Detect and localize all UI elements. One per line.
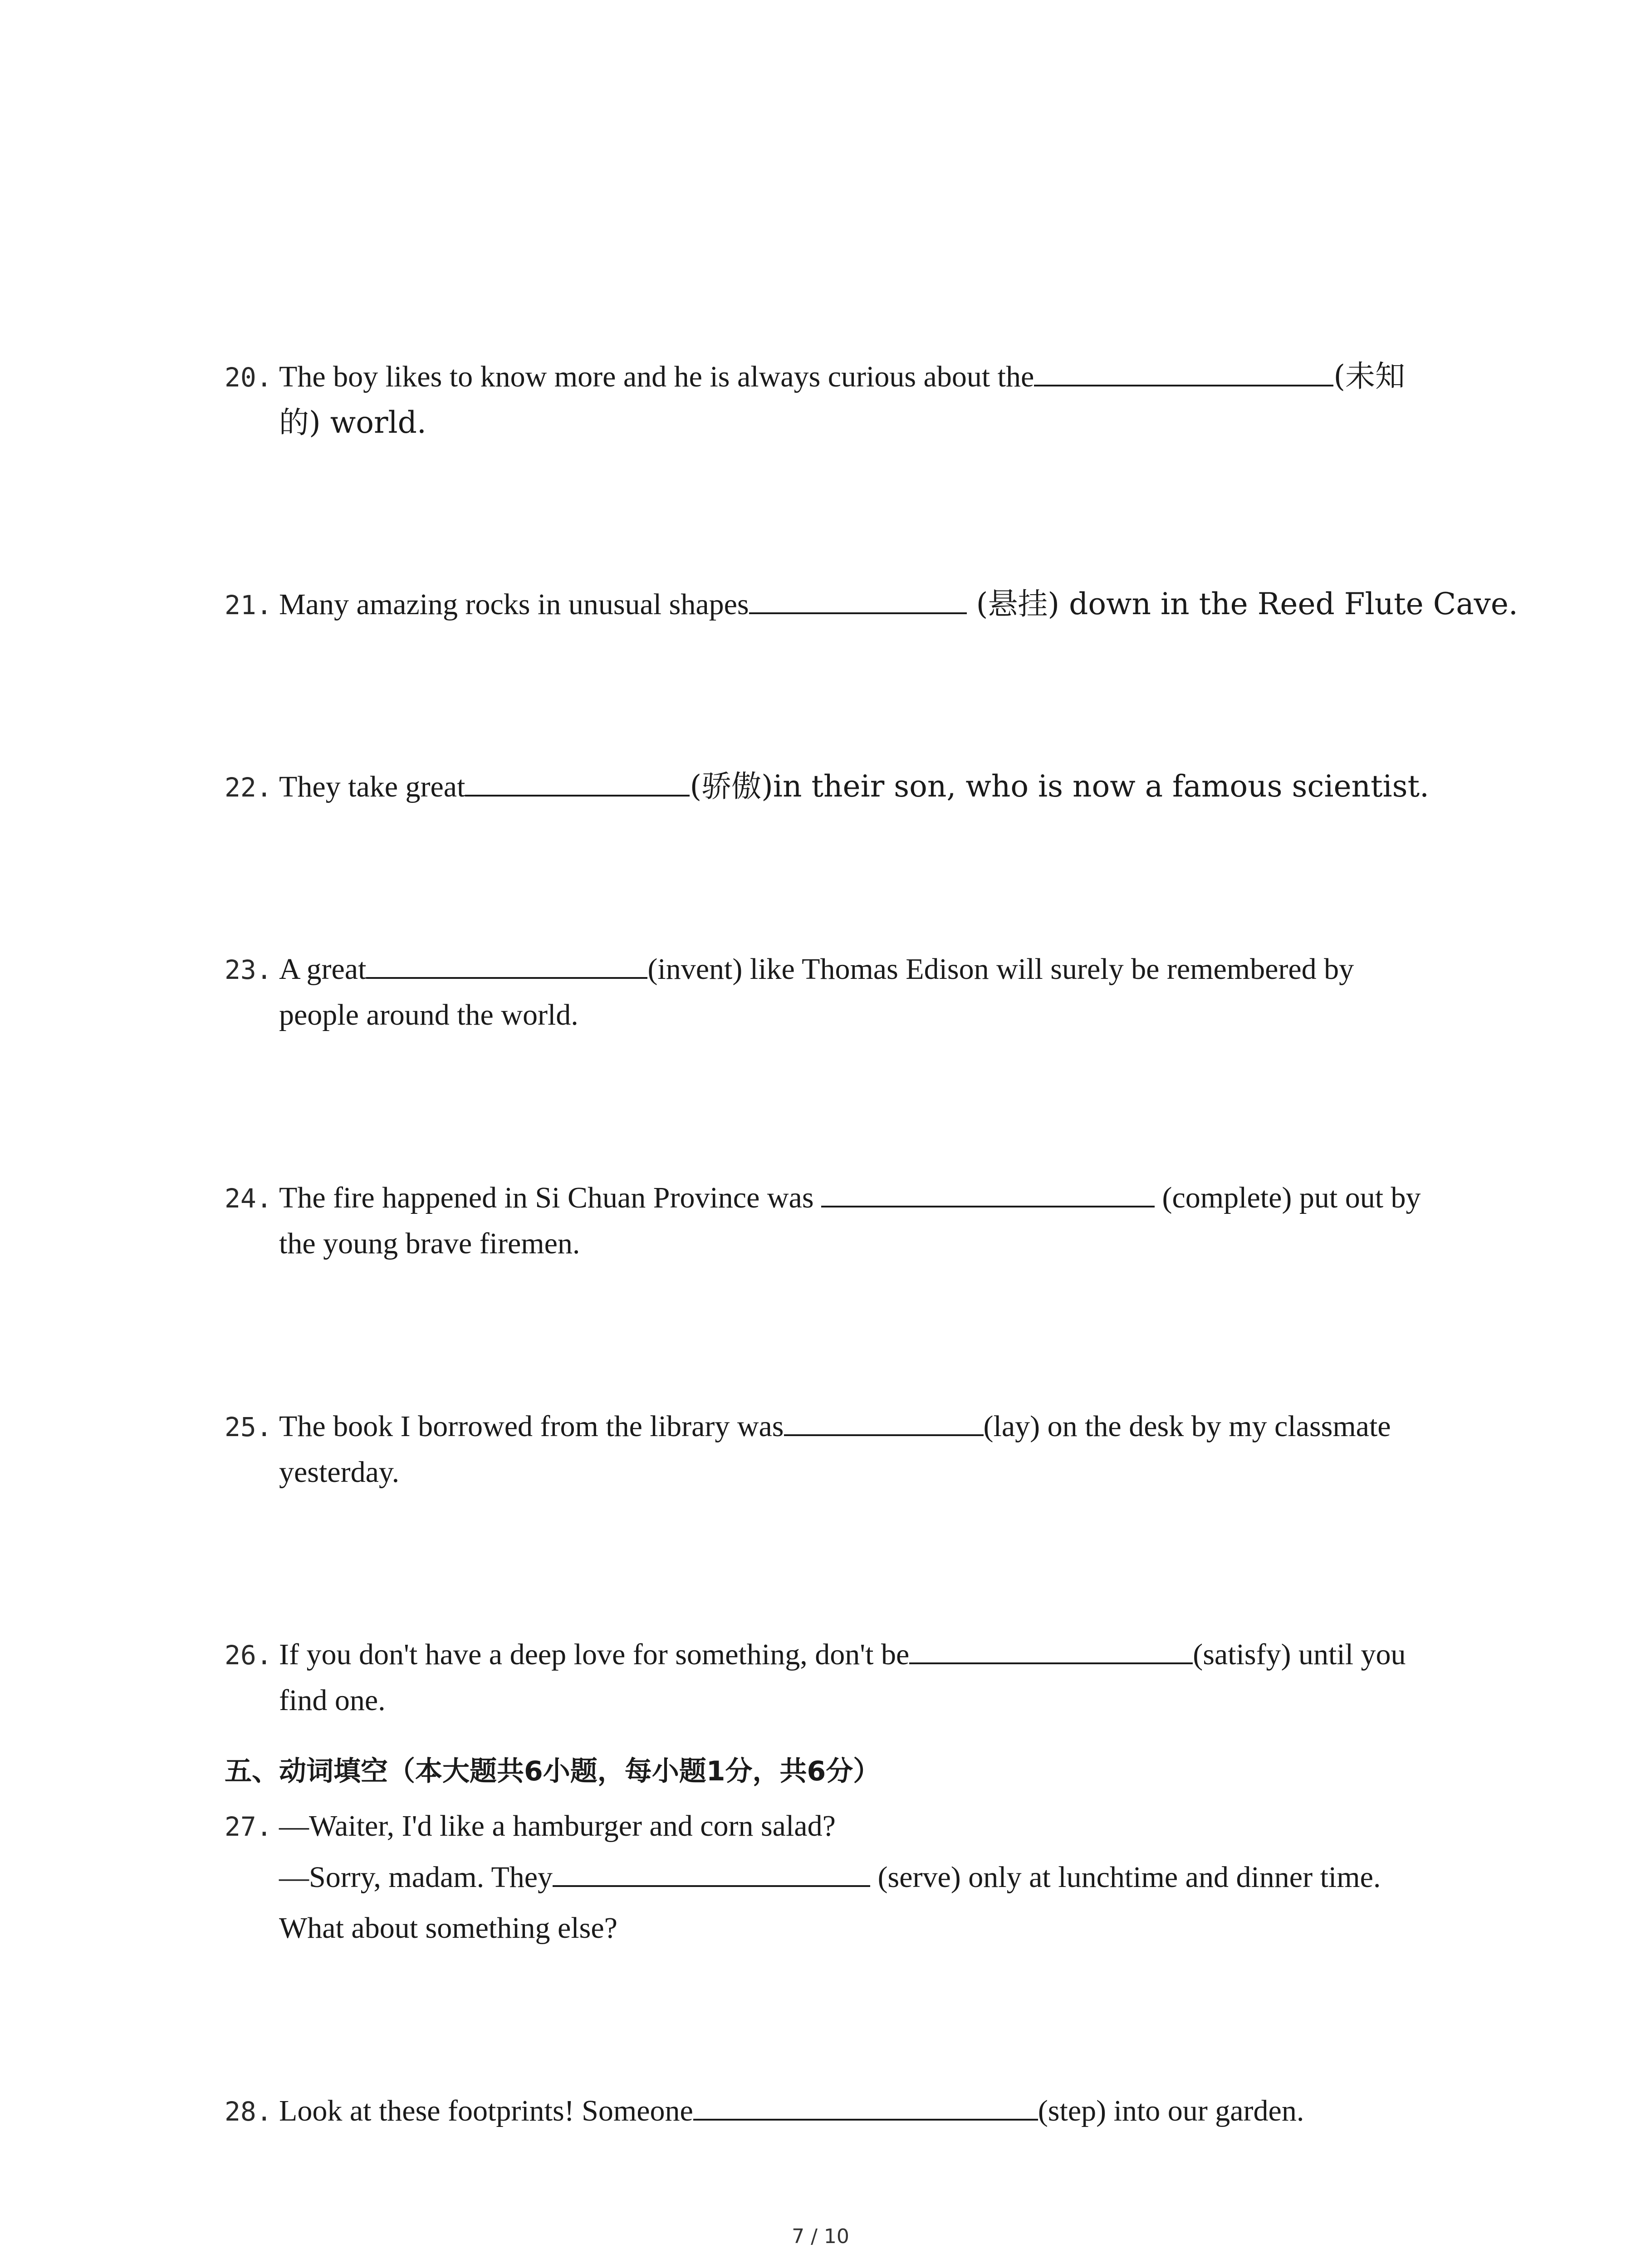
question-21	[225, 582, 1518, 628]
question-22	[225, 764, 1450, 810]
answer-blank[interactable]	[366, 950, 647, 979]
question-line	[225, 2088, 1450, 2134]
question-hint: (invent) like Thomas Edison will surely be remembered by	[647, 953, 1354, 986]
question-text: A great	[279, 953, 367, 986]
question-hint: (lay) on the desk by my classmate	[983, 1410, 1391, 1443]
question-hint: (未知	[1333, 359, 1406, 394]
question-line	[225, 1852, 1450, 1903]
answer-blank[interactable]	[909, 1635, 1193, 1664]
question-line	[225, 992, 1450, 1038]
question-text: 的) world.	[279, 405, 426, 440]
question-line	[225, 354, 1450, 400]
question-text: find one.	[279, 1684, 386, 1717]
question-hint: (serve) only at lunchtime and dinner time.	[870, 1861, 1381, 1894]
question-line	[225, 1801, 1450, 1852]
question-hint: (satisfy) until you	[1193, 1638, 1406, 1671]
question-line	[225, 1903, 1450, 1954]
answer-blank[interactable]	[693, 2092, 1038, 2121]
question-text: Look at these footprints! Someone	[279, 2094, 693, 2127]
question-hint: (骄傲)in their son, who is now a famous scientist.	[690, 769, 1430, 804]
question-28	[225, 2088, 1450, 2134]
question-25	[225, 1404, 1450, 1495]
question-text: The book I borrowed from the library was	[279, 1410, 784, 1443]
answer-blank[interactable]	[821, 1178, 1155, 1207]
question-text: Many amazing rocks in unusual shapes	[279, 588, 749, 621]
question-hint: (悬挂) down in the Reed Flute Cave.	[966, 587, 1518, 621]
question-text: people around the world.	[279, 998, 578, 1031]
answer-blank[interactable]	[784, 1407, 984, 1436]
question-24	[225, 1175, 1450, 1266]
question-line	[225, 1221, 1450, 1266]
question-text: What about something else?	[279, 1911, 617, 1945]
question-number: 23.	[225, 954, 272, 985]
question-text: —Waiter, I'd like a hamburger and corn salad?	[279, 1809, 836, 1843]
answer-blank[interactable]	[465, 767, 690, 797]
question-number: 25.	[225, 1412, 272, 1442]
question-26	[225, 1632, 1450, 1723]
answer-blank[interactable]	[553, 1858, 870, 1887]
question-line	[225, 764, 1450, 810]
answer-blank[interactable]	[1034, 357, 1333, 386]
question-number: 26.	[225, 1640, 272, 1671]
question-line	[225, 1450, 1450, 1495]
question-text: The fire happened in Si Chuan Province was	[279, 1181, 822, 1214]
question-line	[225, 582, 1518, 628]
question-text: They take great	[279, 770, 465, 803]
question-line	[225, 1404, 1450, 1450]
question-text: The boy likes to know more and he is always curious about the	[279, 360, 1034, 393]
question-text: —Sorry, madam. They	[279, 1861, 553, 1894]
section-heading: 五、动词填空（本大题共6小题，每小题1分，共6分）	[225, 1755, 881, 1787]
question-text: yesterday.	[279, 1456, 400, 1489]
question-line	[225, 400, 1450, 446]
question-text: If you don't have a deep love for something, don't be	[279, 1638, 910, 1671]
question-number: 21.	[225, 590, 272, 621]
question-number: 20.	[225, 362, 272, 393]
question-27	[225, 1801, 1450, 1954]
question-line	[225, 947, 1450, 992]
question-line	[225, 1175, 1450, 1221]
question-number: 27.	[225, 1811, 272, 1842]
question-hint: (step) into our garden.	[1038, 2094, 1304, 2127]
question-number: 24.	[225, 1183, 272, 1214]
page-indicator: 7 / 10	[792, 2225, 849, 2248]
question-23	[225, 947, 1450, 1038]
question-number: 28.	[225, 2096, 272, 2127]
question-hint: (complete) put out by	[1155, 1181, 1421, 1214]
question-number: 22.	[225, 772, 272, 803]
question-text: the young brave firemen.	[279, 1227, 580, 1260]
question-line	[225, 1678, 1450, 1723]
question-20	[225, 354, 1450, 446]
answer-blank[interactable]	[749, 585, 967, 614]
question-line	[225, 1632, 1450, 1678]
